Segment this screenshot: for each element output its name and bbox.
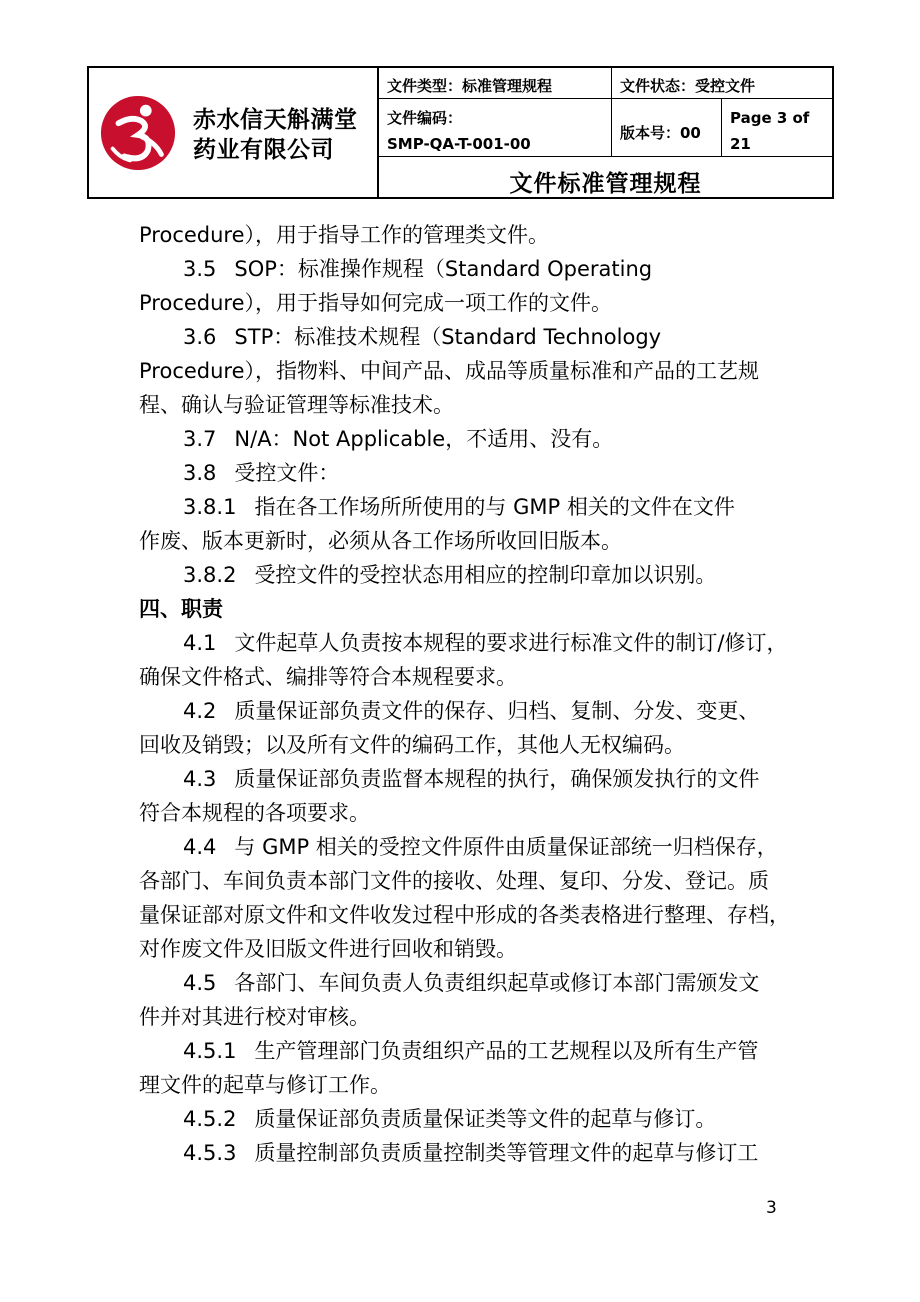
clause-number: 3.7 — [183, 427, 217, 451]
text-line — [139, 218, 799, 252]
clause-number: 4.2 — [183, 699, 217, 723]
company-cell — [89, 68, 379, 197]
clause-number: 3.5 — [183, 257, 217, 281]
text-line — [139, 558, 799, 592]
text-line — [139, 762, 799, 796]
clause-number: 3.8.1 — [183, 495, 237, 519]
section-heading — [139, 592, 799, 626]
clause-number: 3.6 — [183, 325, 217, 349]
page-number: 3 — [766, 1198, 777, 1218]
company-name-line2: 药业有限公司 — [193, 137, 334, 163]
company-logo-icon — [99, 94, 177, 172]
line-text: SOP：标准操作规程（Standard Operating — [234, 257, 653, 281]
line-text: 理文件的起草与修订工作。 — [139, 1073, 391, 1097]
text-line — [139, 320, 799, 354]
text-line — [139, 626, 799, 660]
doc-code-label: 文件编码： — [387, 109, 463, 127]
text-line — [139, 864, 799, 898]
company-name — [193, 105, 358, 165]
clause-number: 4.5.2 — [183, 1107, 237, 1131]
text-line — [139, 388, 799, 422]
line-text: 对作废文件及旧版文件进行回收和销毁。 — [139, 937, 517, 961]
doc-status: 文件状态：受控文件 — [612, 68, 832, 99]
text-line — [139, 1068, 799, 1102]
line-text: Procedure），指物料、中间产品、成品等质量标准和产品的工艺规 — [139, 359, 760, 383]
line-text: Procedure），用于指导如何完成一项工作的文件。 — [139, 291, 613, 315]
version-number: 版本号：00 — [612, 99, 722, 157]
line-text: 件并对其进行校对审核。 — [139, 1005, 370, 1029]
line-text: 量保证部对原文件和文件收发过程中形成的各类表格进行整理、存档， — [139, 903, 790, 927]
clause-number: 4.5.3 — [183, 1141, 237, 1165]
clause-number: 3.8 — [183, 461, 217, 485]
line-text: 与 GMP 相关的受控文件原件由质量保证部统一归档保存， — [234, 835, 778, 859]
line-text: Procedure），用于指导工作的管理类文件。 — [139, 223, 550, 247]
line-text: 生产管理部门负责组织产品的工艺规程以及所有生产管 — [254, 1039, 759, 1063]
text-line — [139, 830, 799, 864]
line-text: 受控文件： — [234, 461, 340, 485]
clause-number: 4.5.1 — [183, 1039, 237, 1063]
text-line — [139, 932, 799, 966]
text-line — [139, 898, 799, 932]
text-line — [139, 694, 799, 728]
text-line — [139, 286, 799, 320]
document-body — [139, 218, 799, 1170]
line-text: STP：标准技术规程（Standard Technology — [234, 325, 662, 349]
text-line — [139, 354, 799, 388]
line-text: 四、职责 — [139, 597, 223, 621]
line-text: 回收及销毁；以及所有文件的编码工作，其他人无权编码。 — [139, 733, 685, 757]
line-text: 质量保证部负责监督本规程的执行，确保颁发执行的文件 — [234, 767, 760, 791]
line-text: 文件起草人负责按本规程的要求进行标准文件的制订/修订， — [234, 631, 788, 655]
text-line — [139, 1000, 799, 1034]
line-text: 受控文件的受控状态用相应的控制印章加以识别。 — [254, 563, 717, 587]
line-text: 作废、版本更新时，必须从各工作场所收回旧版本。 — [139, 529, 622, 553]
text-line — [139, 660, 799, 694]
text-line — [139, 728, 799, 762]
line-text: 质量控制部负责质量控制类等管理文件的起草与修订工 — [254, 1141, 759, 1165]
clause-number: 4.1 — [183, 631, 217, 655]
line-text: 质量保证部负责文件的保存、归档、复制、分发、变更、 — [234, 699, 760, 723]
line-text: 各部门、车间负责本部门文件的接收、处理、复印、分发、登记。质 — [139, 869, 769, 893]
line-text: 确保文件格式、编排等符合本规程要求。 — [139, 665, 517, 689]
text-line — [139, 456, 799, 490]
text-line — [139, 422, 799, 456]
text-line — [139, 1136, 799, 1170]
doc-code: SMP-QA-T-001-00 — [387, 135, 531, 153]
text-line — [139, 1034, 799, 1068]
text-line — [139, 252, 799, 286]
doc-code-cell — [379, 99, 612, 157]
clause-number: 4.3 — [183, 767, 217, 791]
text-line — [139, 1102, 799, 1136]
page-info-cell — [722, 99, 832, 157]
line-text: 程、确认与验证管理等标准技术。 — [139, 393, 454, 417]
text-line — [139, 490, 799, 524]
line-text: 质量保证部负责质量保证类等文件的起草与修订。 — [254, 1107, 717, 1131]
document-header — [87, 66, 834, 199]
line-text: 指在各工作场所所使用的与 GMP 相关的文件在文件 — [254, 495, 735, 519]
document-title: 文件标准管理规程 — [509, 171, 702, 197]
clause-number: 3.8.2 — [183, 563, 237, 587]
clause-number: 4.5 — [183, 971, 217, 995]
text-line — [139, 796, 799, 830]
line-text: 各部门、车间负责人负责组织起草或修订本部门需颁发文 — [234, 971, 760, 995]
company-name-line1: 赤水信天斛满堂 — [193, 107, 358, 133]
line-text: N/A：Not Applicable，不适用、没有。 — [234, 427, 614, 451]
clause-number: 4.4 — [183, 835, 217, 859]
line-text: 符合本规程的各项要求。 — [139, 801, 370, 825]
text-line — [139, 966, 799, 1000]
page-info-line2: 21 — [730, 135, 751, 153]
text-line — [139, 524, 799, 558]
page-info-line1: Page 3 of — [730, 109, 810, 127]
doc-type: 文件类型：标准管理规程 — [379, 68, 612, 99]
